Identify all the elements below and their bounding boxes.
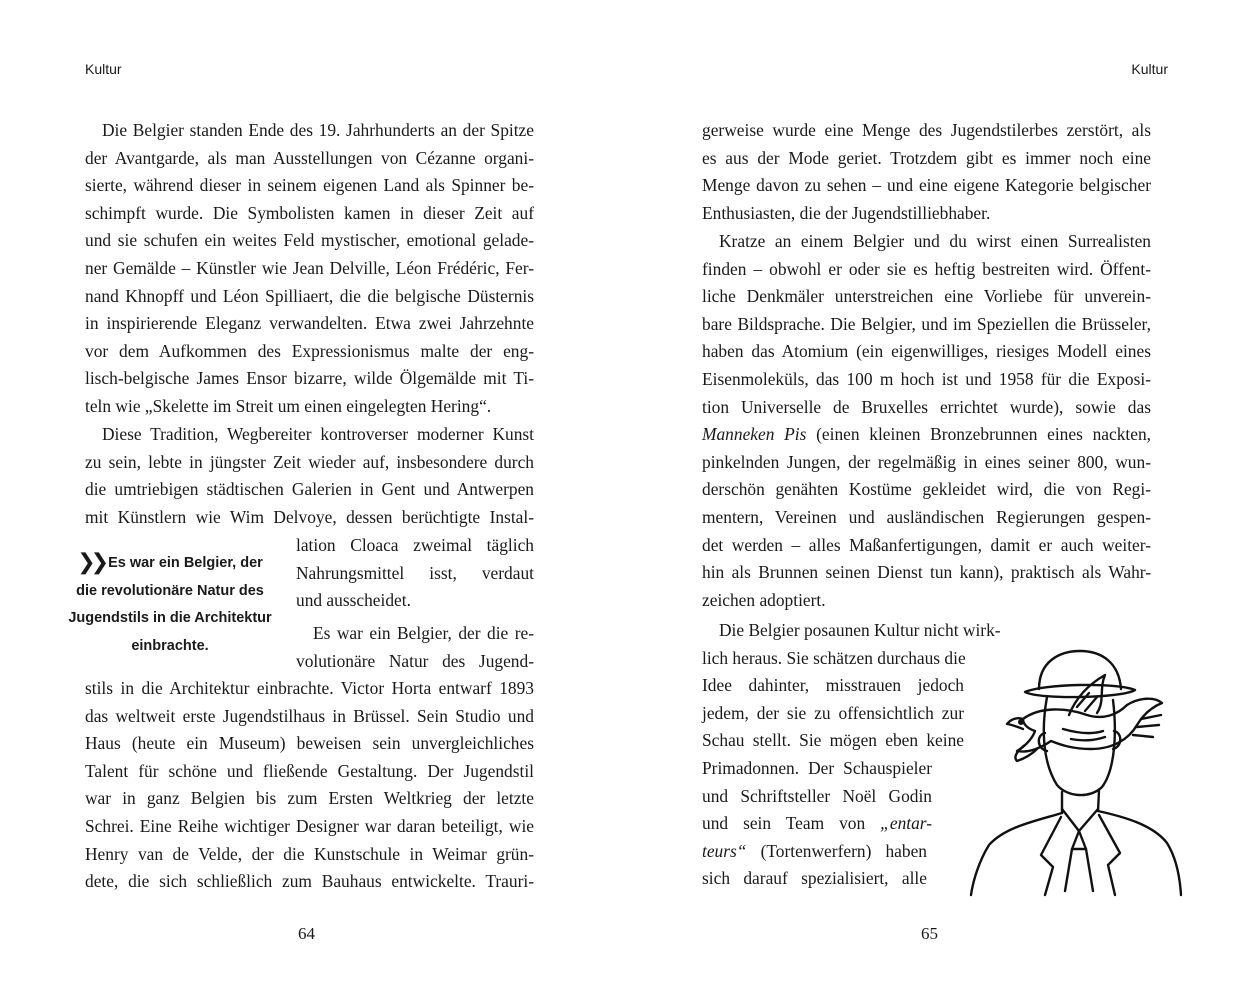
text-line: Es war ein Belgier, der die re- [313, 623, 534, 643]
text-run: (Tortenwerfern) haben [746, 840, 927, 861]
text-line: Die Belgier posaunen Kultur nicht wirk- [719, 620, 1001, 640]
text-line: finden – obwohl er oder sie es heftig bestreiten wird. Öffent- [702, 258, 1151, 279]
text-line: Primadonnen. Der Schauspieler [702, 757, 932, 778]
italic-term: teurs“ [702, 840, 747, 861]
paragraph-narrow [702, 617, 1001, 893]
pull-quote [60, 548, 280, 660]
text-line: stils in die Architektur einbrachte. Victor Horta entwarf 1893 [85, 678, 534, 698]
text-line: und sie schufen ein weites Feld mystischer, emotional gelade- [85, 230, 534, 251]
text-line [702, 838, 927, 866]
text-line [702, 421, 1151, 449]
text-line: Eisenmoleküls, das 100 m hoch ist und 1958 für die Exposi- [702, 368, 1151, 389]
text-line: sich darauf spezialisiert, alle [702, 868, 927, 889]
text-line: die umtriebigen städtischen Galerien in Gent und Antwerpen [85, 479, 534, 500]
text-line: zeichen adoptiert. [702, 589, 826, 610]
text-line: zu sein, lebte in jüngster Zeit wieder auf, insbesondere durch [85, 451, 534, 472]
text-line: und ausscheidet. [296, 590, 411, 611]
paragraph [702, 117, 1151, 227]
text-line: bare Bildsprache. Die Belgier, und im Speziellen die Brüsseler, [702, 313, 1151, 334]
paragraph [85, 117, 534, 421]
text-line: gerweise wurde eine Menge des Jugendstilerbes zerstört, als [702, 120, 1151, 140]
text-line: hin als Brunnen seinen Dienst tun kann), praktisch als Wahr- [702, 562, 1151, 583]
text-line: pinkelnden Jungen, der regelmäßig in eines seiner 800, wun- [702, 451, 1151, 472]
text-line: war in ganz Belgien bis zum Ersten Weltkrieg der letzte [85, 788, 534, 809]
pull-quote-line: Es war ein Belgier, der [108, 555, 263, 571]
paragraph-narrow [296, 532, 534, 615]
left-page [0, 0, 617, 1000]
text-line: derschön genähten Kostüme gekleidet wird, die von Regi- [702, 479, 1151, 500]
text-line: Haus (heute ein Museum) beweisen sein unvergleichliches [85, 733, 534, 754]
text-line: dete, die sich schließlich zum Bauhaus entwickelte. Trauri- [85, 871, 534, 892]
pull-quote-line: die revolutionäre Natur des [76, 582, 264, 599]
text-line: schimpft wurde. Die Symbolisten kamen in dieser Zeit auf [85, 202, 534, 223]
text-line: vor dem Aufkommen des Expressionismus malte der eng- [85, 340, 534, 361]
text-line: Diese Tradition, Wegbereiter kontroverser moderner Kunst [102, 424, 534, 444]
paragraph-narrow [296, 620, 534, 675]
text-line: Menge davon zu sehen – und eine eigene Kategorie belgischer [702, 175, 1151, 196]
pull-quote-line: Jugendstils in die Architektur [68, 610, 272, 627]
text-line: es aus der Mode geriet. Trotzdem gibt es immer noch eine [702, 147, 1151, 168]
italic-term: „entar- [880, 813, 932, 834]
text-line [702, 810, 932, 838]
paragraph [702, 228, 1151, 614]
text-line: teln wie „Skelette im Streit um einen eingelegten Hering“. [85, 395, 492, 416]
text-line: det werden – alles Maßanfertigungen, damit er auch weiter- [702, 534, 1151, 555]
text-line: liche Denkmäler unterstreichen eine Vorliebe für unverein- [702, 286, 1151, 307]
text-line: Kratze an einem Belgier und du wirst einen Surrealisten [719, 231, 1151, 251]
text-line: tion Universelle de Bruxelles errichtet wurde), sowie das [702, 396, 1151, 417]
italic-term: Manneken Pis [702, 424, 807, 445]
double-chevron-icon: ❯❯ [77, 549, 105, 574]
text-line: volutionäre Natur des Jugend- [296, 650, 534, 671]
running-head: Kultur [1131, 61, 1168, 77]
text-line: der Avantgarde, als man Ausstellungen von Cézanne organi- [85, 147, 534, 168]
text-line: Schau stellt. Sie mögen eben keine [702, 730, 964, 751]
text-line: Schrei. Eine Reihe wichtiger Designer war daran beteiligt, wie [85, 815, 534, 836]
text-line: mentern, Vereinen und ausländischen Regierungen gespen- [702, 506, 1151, 527]
text-line: lisch-belgische James Ensor bizarre, wilde Ölgemälde mit Ti- [85, 368, 534, 389]
paragraph [85, 421, 534, 531]
text-line: nand Khnopff und Léon Spilliaert, die die belgische Düsternis [85, 285, 534, 306]
text-line: jedem, der sie zu offensichtlich zur [702, 702, 964, 723]
text-line: und Schriftsteller Noël Godin [702, 785, 932, 806]
text-line: lich heraus. Sie schätzen durchaus die [702, 647, 966, 668]
text-line: Henry van de Velde, der die Kunstschule in Weimar grün- [85, 843, 534, 864]
right-page [617, 0, 1235, 1000]
text-line: ner Gemälde – Künstler wie Jean Delville, Léon Frédéric, Fer- [85, 257, 534, 278]
text-run: (einen kleinen Bronzebrunnen eines nackten, [806, 424, 1151, 445]
pull-quote-line: einbrachte. [131, 637, 209, 654]
text-line: lation Cloaca zweimal täglich [296, 535, 534, 555]
text-line: Nahrungsmittel isst, verdaut [296, 562, 534, 583]
text-line: sierte, während dieser in seinem eigenen Land als Spinner be- [85, 175, 534, 196]
paragraph [85, 675, 534, 896]
text-line: haben das Atomium (ein eigenwilliges, riesiges Modell eines [702, 341, 1151, 362]
text-line: das weltweit erste Jugendstilhaus in Brüssel. Sein Studio und [85, 705, 534, 726]
text-line: Die Belgier standen Ende des 19. Jahrhunderts an der Spitze [102, 120, 534, 140]
text-run: und sein Team von [702, 813, 881, 834]
text-line: Enthusiasten, die der Jugendstilliebhaber. [702, 202, 991, 223]
text-line: Talent für schöne und fließende Gestaltung. Der Jugendstil [85, 760, 534, 781]
text-line: Idee dahinter, misstrauen jedoch [702, 675, 964, 696]
text-line: in inspirierende Eleganz verwandelten. Etwa zwei Jahrzehnte [85, 313, 534, 334]
page-number: 64 [298, 924, 315, 943]
text-line: mit Künstlern wie Wim Delvoye, dessen berüchtigte Instal- [85, 506, 534, 527]
man-in-bowler-hat-with-dove-illustration [965, 645, 1187, 900]
page-number: 65 [921, 924, 938, 943]
running-head: Kultur [85, 61, 122, 77]
